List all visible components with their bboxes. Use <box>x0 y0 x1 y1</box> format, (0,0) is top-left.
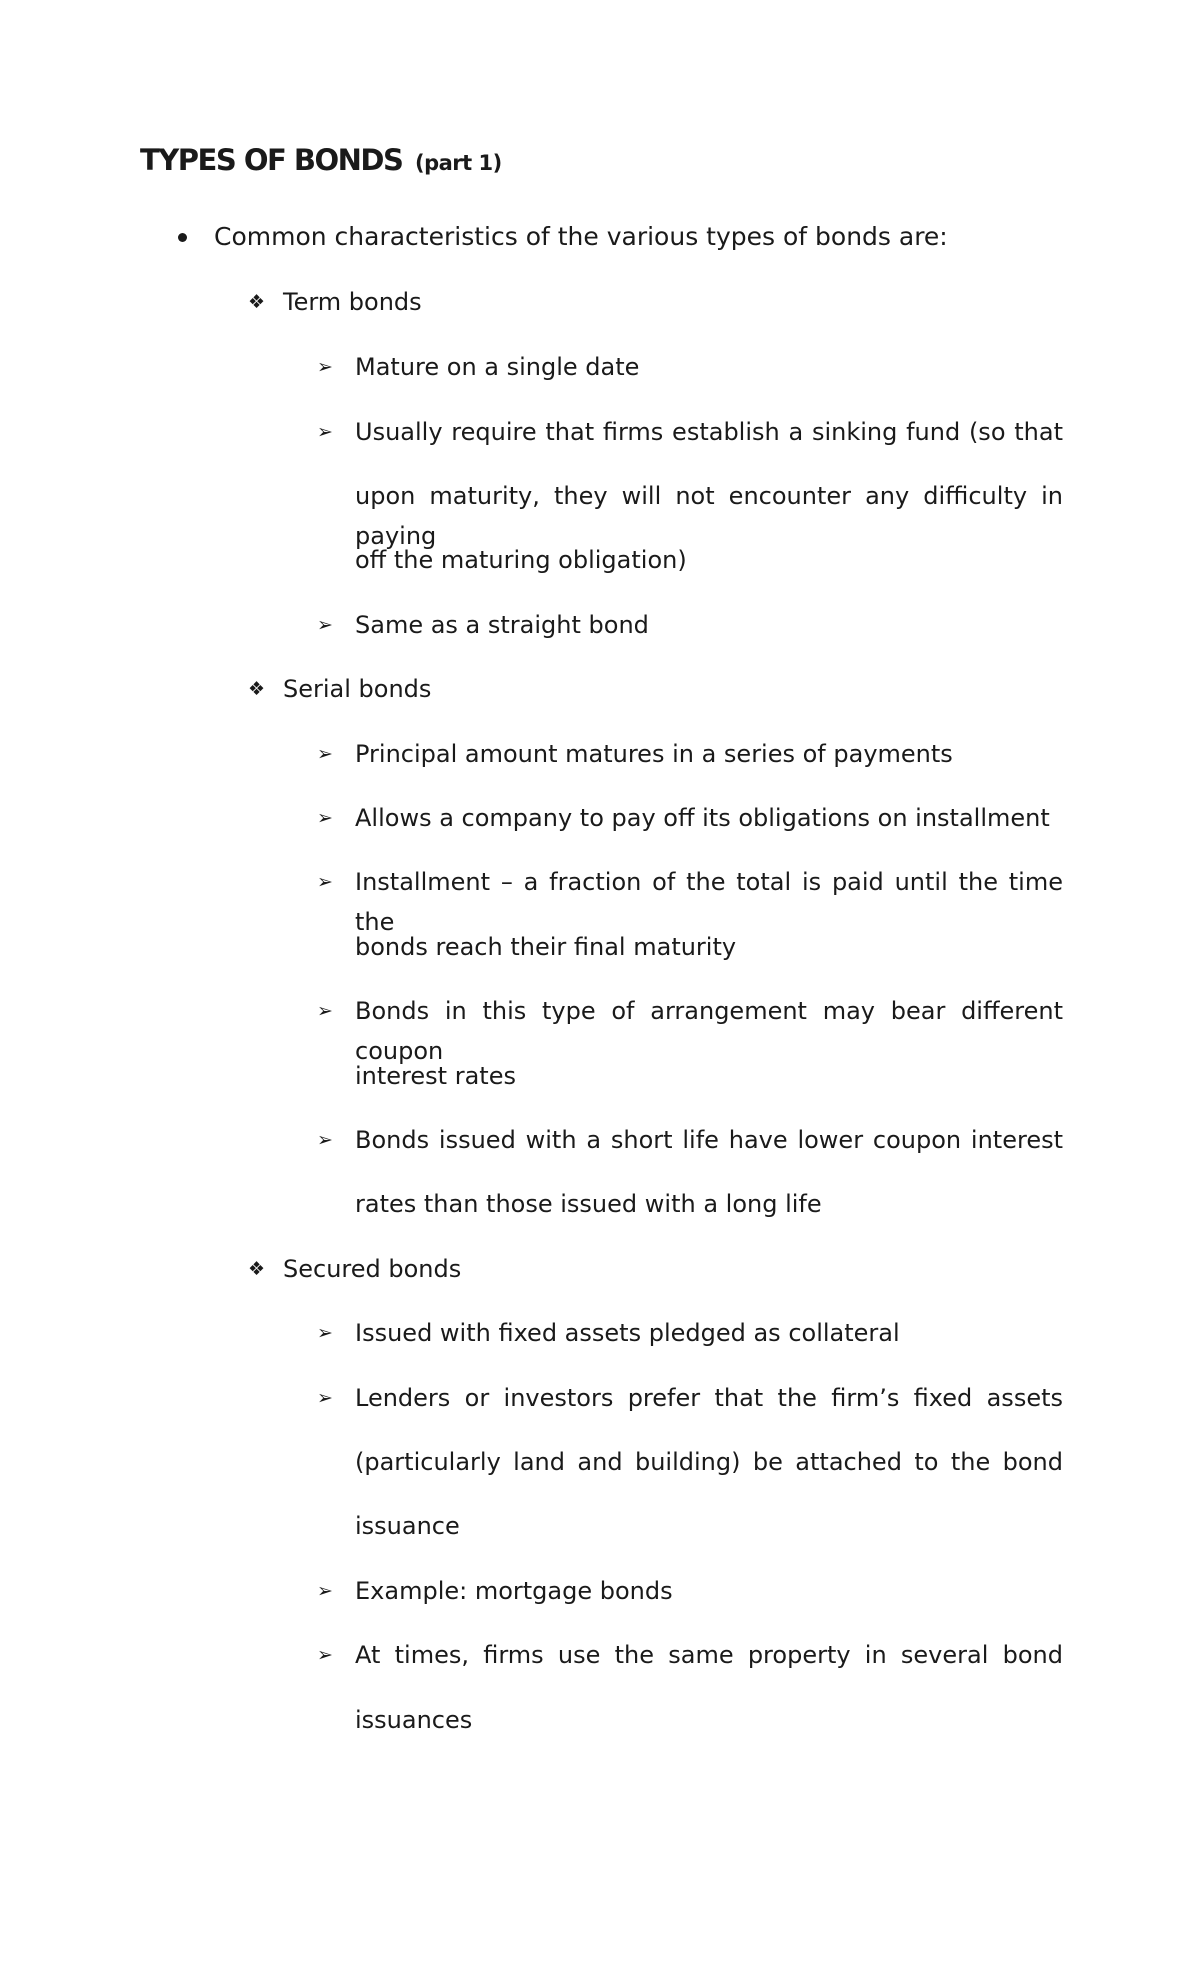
section-heading-serial-bonds: Serial bonds <box>283 675 432 703</box>
list-item: Same as a straight bond <box>355 611 649 639</box>
list-item-line: Lenders or investors prefer that the firm’s fixed assets <box>355 1384 1063 1412</box>
list-item-line: Bonds issued with a short life have lower coupon interest <box>355 1126 1063 1154</box>
intro-bullet-icon <box>178 233 187 242</box>
item-marker-icon: ➢ <box>317 1387 333 1409</box>
list-item-line: bonds reach their final maturity <box>355 933 737 961</box>
list-item-line: issuances <box>355 1706 473 1734</box>
item-marker-icon: ➢ <box>317 807 333 829</box>
list-item: Principal amount matures in a series of payments <box>355 740 953 768</box>
list-item: Example: mortgage bonds <box>355 1577 673 1605</box>
section-heading-term-bonds: Term bonds <box>283 288 422 316</box>
item-marker-icon: ➢ <box>317 356 333 378</box>
section-marker-icon: ❖ <box>248 678 266 700</box>
list-item: Mature on a single date <box>355 353 640 381</box>
list-item-line: Usually require that firms establish a sinking fund (so that <box>355 418 1063 446</box>
title-part: (part 1) <box>414 151 502 175</box>
item-marker-icon: ➢ <box>317 1000 333 1022</box>
list-item-line: (particularly land and building) be attached to the bond <box>355 1448 1063 1476</box>
item-marker-icon: ➢ <box>317 1129 333 1151</box>
list-item-line: off the maturing obligation) <box>355 546 687 574</box>
section-marker-icon: ❖ <box>248 1258 266 1280</box>
list-item-line: Bonds in this type of arrangement may bear different coupon <box>355 997 1063 1065</box>
section-marker-icon: ❖ <box>248 291 266 313</box>
list-item-line: rates than those issued with a long life <box>355 1190 822 1218</box>
item-marker-icon: ➢ <box>317 743 333 765</box>
list-item-line: issuance <box>355 1512 460 1540</box>
list-item: Allows a company to pay off its obligations on installment <box>355 804 1050 832</box>
list-item-line: upon maturity, they will not encounter any difficulty in paying <box>355 482 1063 550</box>
item-marker-icon: ➢ <box>317 1322 333 1344</box>
section-heading-secured-bonds: Secured bonds <box>283 1255 462 1283</box>
list-item-line: Installment – a fraction of the total is paid until the time the <box>355 868 1063 936</box>
list-item-line: interest rates <box>355 1062 516 1090</box>
title-main: TYPES OF BONDS <box>140 143 403 177</box>
intro-text: Common characteristics of the various types of bonds are: <box>214 222 948 251</box>
list-item-line: At times, firms use the same property in several bond <box>355 1641 1063 1669</box>
item-marker-icon: ➢ <box>317 614 333 636</box>
item-marker-icon: ➢ <box>317 421 333 443</box>
item-marker-icon: ➢ <box>317 1580 333 1602</box>
list-item: Issued with fixed assets pledged as collateral <box>355 1319 900 1347</box>
item-marker-icon: ➢ <box>317 871 333 893</box>
document-title <box>140 140 502 183</box>
item-marker-icon: ➢ <box>317 1644 333 1666</box>
